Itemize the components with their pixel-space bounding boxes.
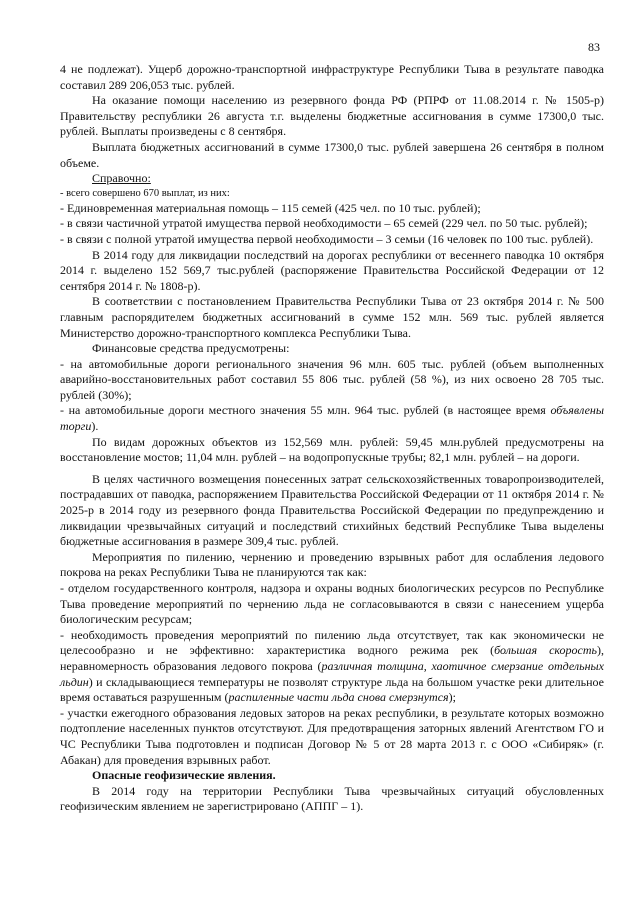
list-item-total: - всего совершено 670 выплат, из них:: [60, 187, 230, 199]
reference-heading-text: Справочно:: [92, 171, 151, 186]
list-item-full-loss: - в связи с полной утратой имущества первой необходимости – 3 семьи (16 человек по 100 тыс. рублей).: [60, 231, 594, 246]
list-item-one-time-aid: - Единовременная материальная помощь – 115 семей (425 чел. по 10 тыс. рублей);: [60, 200, 481, 215]
local-roads-text-em: объявлены торги: [60, 403, 604, 434]
local-roads-text-a: - на автомобильные дороги местного значения 55 млн. 964 тыс. рублей (в настоящее время: [60, 403, 551, 418]
paragraph-ice-measures: Мероприятия по пилению, чернению и проведению взрывных работ для ослабления ледового покрова на реках Республики Тыва не планируются так как:: [60, 549, 604, 580]
paragraph-roads-allocation: В 2014 году для ликвидации последствий на дорогах республики от весеннего паводка 10 октября 2014 г. выделено 152 569,7 тыс.рублей (распоряжение Правительства Российской Федерации от 12 сентября 2014 г. № 1808-р).: [60, 247, 604, 293]
list-item-partial-loss: - в связи частичной утратой имущества первой необходимости – 65 семей (229 чел. по 50 тыс. рублей);: [60, 216, 588, 231]
paragraph-payment-complete: Выплата бюджетных ассигнований в сумме 17300,0 тыс. рублей завершена 26 сентября в полном объеме.: [60, 139, 604, 170]
list-item-ice-sawing: [60, 628, 604, 706]
reference-heading: [60, 171, 604, 187]
local-roads-text-b: ).: [91, 419, 99, 434]
ice-sawing-text-d: );: [448, 690, 456, 705]
ice-sawing-em-1: большая скорость: [494, 643, 598, 658]
ice-sawing-em-3: распиленные части льда снова смерзнутся: [228, 690, 449, 705]
paragraph-reserve-fund: На оказание помощи населению из резервного фонда РФ (РПРФ от 11.08.2014 г. № 1505-р) Правительству республики 26 августа т.г. выделены бюджетные ассигнования в сумме 17300,0 тыс. рублей. Выплаты произведены с 8 сентября.: [60, 93, 604, 139]
paragraph-agri-compensation: В целях частичного возмещения понесенных затрат сельскохозяйственных товаропроизводителей, пострадавших от паводка, распоряжением Правительства Российской Федерации от 11 октября 2014 г. № 2025-р в 2014 году из резервного фонда Правительства Российской Федерации по предупреждению и ликвидации чрезвычайных ситуаций и последствий стихийных бедствий Республике Тыва выделены бюджетные ассигнования в размере 309,4 тыс. рублей.: [60, 471, 604, 549]
document-body: [60, 62, 604, 815]
ice-sawing-em-2: различная толщина, хаотичное смерзание отдельных льдин: [60, 658, 604, 689]
ice-sawing-text-a: - необходимость проведения мероприятий по пилению льда отсутствует, так как экономически не целесообразно и не эффективно: характеристика водного режима рек (: [60, 627, 604, 658]
paragraph-resolution: В соответствии с постановлением Правительства Республики Тыва от 23 октября 2014 г. № 500 главным распорядителем бюджетных ассигнований в сумме 152 млн. 569 тыс. рублей является Министерство дорожно-транспортного комплекса Республики Тыва.: [60, 294, 604, 340]
paragraph-road-objects: По видам дорожных объектов из 152,569 млн. рублей: 59,45 млн.рублей предусмотрены на восстановление мостов; 11,04 млн. рублей – на водопропускные трубы; 82,1 млн. рублей – на дороги.: [60, 434, 604, 465]
paragraph-geophysical: В 2014 году на территории Республики Тыва чрезвычайных ситуаций обусловленных геофизическим явлением не зарегистрировано (АППГ – 1).: [60, 783, 604, 814]
paragraph-funds-intro: Финансовые средства предусмотрены:: [92, 341, 290, 356]
list-item-regional-roads: - на автомобильные дороги регионального значения 96 млн. 605 тыс. рублей (объем выполненных аварийно-восстановительных работ составил 55 806 тыс. рублей (58 %), из них освоено 28 705 тыс. рублей (30%);: [60, 356, 604, 402]
list-item-local-roads: [60, 403, 604, 434]
page-number: 83: [588, 40, 600, 54]
ice-sawing-text-b: ), неравномерность образования ледового покрова (: [60, 643, 605, 673]
ice-sawing-text-c: ) и складывающиеся температуры не позволят структуре льда на большом участке реки длительное время оставаться разрушенным (: [60, 674, 604, 705]
section-heading-geophysical: Опасные геофизические явления.: [92, 768, 276, 783]
paragraph-damage: 4 не подлежат). Ущерб дорожно-транспортной инфраструктуре Республики Тыва в результате паводка составил 289 206,053 тыс. рублей.: [60, 62, 604, 92]
list-item-bio-resources: - отделом государственного контроля, надзора и охраны водных биологических ресурсов по Республике Тыва проведение мероприятий по чернению льда не согласовываются в связи с нанесением ущерба биологическим ресурсам;: [60, 581, 604, 627]
list-item-ice-jams: - участки ежегодного образования ледовых заторов на реках республики, в результате которых возможно подтопление населенных пунктов отсутствуют. Для предотвращения заторных явлений Агентством ГО и ЧС Республики Тыва подготовлен и подписан Договор № 5 от 28 марта 2013 г. с ООО «Сибиряк» (г. Абакан) для проведения взрывных работ.: [60, 705, 604, 767]
